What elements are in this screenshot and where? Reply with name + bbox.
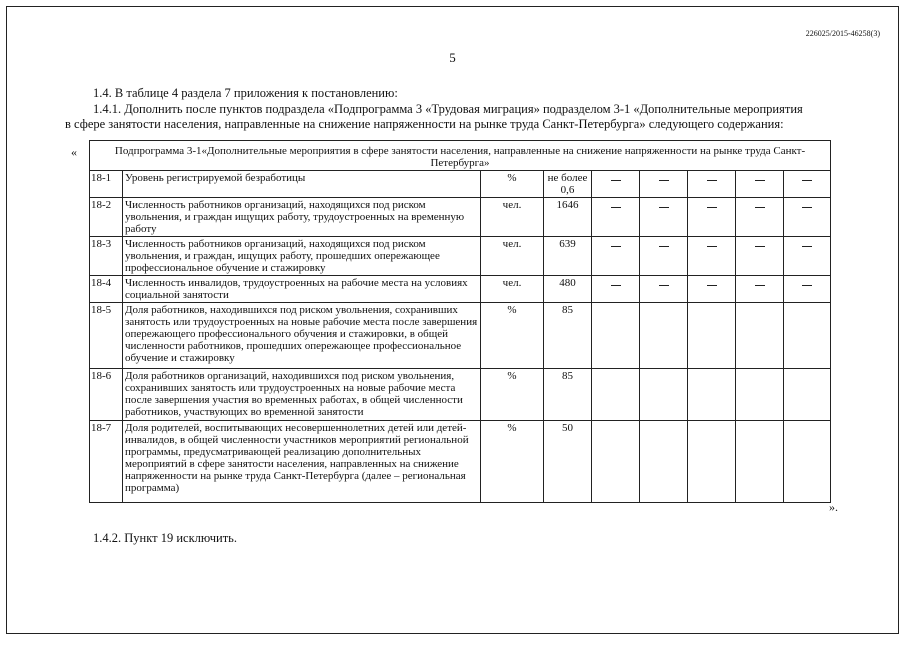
dash-mark [707, 285, 717, 286]
indicator-name: Уровень регистрируемой безработицы [123, 171, 481, 198]
unit-of-measure: чел. [481, 198, 544, 237]
dash-mark [802, 285, 812, 286]
year-cell [688, 421, 736, 503]
year-cell [784, 237, 831, 276]
year-cell [688, 303, 736, 369]
table-row [90, 421, 831, 503]
row-number: 18-4 [90, 276, 123, 303]
table-row [90, 237, 831, 276]
dash-mark [659, 246, 669, 247]
row-number: 18-3 [90, 237, 123, 276]
table-row [90, 276, 831, 303]
year-cell [688, 198, 736, 237]
dash-mark [755, 180, 765, 181]
table-row [90, 171, 831, 198]
row-number: 18-5 [90, 303, 123, 369]
target-value: 1646 [544, 198, 592, 237]
target-value: 50 [544, 421, 592, 503]
dash-mark [802, 207, 812, 208]
year-cell [592, 198, 640, 237]
dash-mark [611, 285, 621, 286]
dash-mark [707, 246, 717, 247]
subprogram-table [89, 140, 831, 503]
year-cell [592, 421, 640, 503]
dash-mark [611, 207, 621, 208]
year-cell [736, 421, 784, 503]
dash-mark [802, 246, 812, 247]
year-cell [688, 171, 736, 198]
target-value: 639 [544, 237, 592, 276]
row-number: 18-6 [90, 369, 123, 421]
year-cell [640, 171, 688, 198]
closing-quote: ». [829, 500, 838, 514]
table-row [90, 369, 831, 421]
table-title-row [90, 141, 831, 171]
target-value: 85 [544, 369, 592, 421]
paragraph-1-4-2: 1.4.2. Пункт 19 исключить. [93, 531, 238, 545]
document-page [6, 6, 899, 634]
year-cell [592, 369, 640, 421]
unit-of-measure: % [481, 421, 544, 503]
row-number: 18-2 [90, 198, 123, 237]
dash-mark [802, 180, 812, 181]
row-number: 18-1 [90, 171, 123, 198]
year-cell [784, 303, 831, 369]
opening-quote: « [71, 145, 77, 159]
unit-of-measure: чел. [481, 237, 544, 276]
unit-of-measure: % [481, 303, 544, 369]
unit-of-measure: чел. [481, 276, 544, 303]
year-cell [736, 198, 784, 237]
year-cell [688, 276, 736, 303]
year-cell [592, 171, 640, 198]
table-body [90, 141, 831, 503]
table-row [90, 303, 831, 369]
unit-of-measure: % [481, 171, 544, 198]
year-cell [592, 276, 640, 303]
indicator-name: Численность инвалидов, трудоустроенных на рабочие места на условиях социальной занятости [123, 276, 481, 303]
year-cell [640, 369, 688, 421]
indicator-name: Численность работников организаций, находящихся под риском увольнения, и граждан ищущих работу, трудоустроенных на временную работу [123, 198, 481, 237]
year-cell [784, 198, 831, 237]
dash-mark [659, 180, 669, 181]
indicator-name: Доля работников, находившихся под риском увольнения, сохранивших занятость или трудоустроенных на новые рабочие места после завершения опережающего профессионального обучения и стажировки, в общей численности работников, прошедших опережающее профессиональное обучение и стажировку [123, 303, 481, 369]
indicator-name: Численность работников организаций, находящихся под риском увольнения, и граждан, ищущих работу, прошедших опережающее профессиональное обучение и стажировку [123, 237, 481, 276]
dash-mark [611, 180, 621, 181]
dash-mark [707, 207, 717, 208]
year-cell [784, 171, 831, 198]
year-cell [784, 369, 831, 421]
year-cell [736, 369, 784, 421]
dash-mark [707, 180, 717, 181]
target-value: не более 0,6 [544, 171, 592, 198]
row-number: 18-7 [90, 421, 123, 503]
year-cell [736, 237, 784, 276]
year-cell [640, 303, 688, 369]
dash-mark [659, 285, 669, 286]
year-cell [736, 303, 784, 369]
dash-mark [611, 246, 621, 247]
dash-mark [755, 285, 765, 286]
paragraph-1-4-1: 1.4.1. Дополнить после пунктов подраздела «Подпрограмма 3 «Трудовая миграция» подразделом 3-1 «Дополнительные мероприятия [93, 102, 803, 116]
target-value: 480 [544, 276, 592, 303]
year-cell [592, 303, 640, 369]
dash-mark [755, 246, 765, 247]
indicator-name: Доля работников организаций, находившихся под риском увольнения, сохранивших занятость или трудоустроенных на новые рабочие места после завершения участия во временных работах, в общей численности работников, участвующих во временной занятости [123, 369, 481, 421]
year-cell [784, 276, 831, 303]
year-cell [688, 237, 736, 276]
year-cell [736, 171, 784, 198]
document-id: 226025/2015-46258(3) [805, 29, 880, 38]
table-title: Подпрограмма 3-1«Дополнительные мероприятия в сфере занятости населения, направленные на снижение напряженности на рынке труда Санкт-Петербурга» [90, 141, 831, 171]
year-cell [592, 237, 640, 276]
year-cell [736, 276, 784, 303]
year-cell [640, 237, 688, 276]
year-cell [640, 421, 688, 503]
year-cell [640, 276, 688, 303]
page-number: 5 [449, 50, 456, 65]
paragraph-1-4-1-continued: в сфере занятости населения, направленные на снижение напряженности на рынке труда Санкт-Петербурга» следующего содержания: [65, 117, 784, 131]
year-cell [640, 198, 688, 237]
dash-mark [755, 207, 765, 208]
unit-of-measure: % [481, 369, 544, 421]
paragraph-1-4: 1.4. В таблице 4 раздела 7 приложения к постановлению: [93, 86, 398, 100]
indicator-name: Доля родителей, воспитывающих несовершеннолетних детей или детей-инвалидов, в общей численности участников мероприятий региональной программы, предусматривающей реализацию дополнительных мероприятий в сфере занятости населения, направленных на снижение напряженности на рынке труда Санкт-Петербурга (далее – региональная программа) [123, 421, 481, 503]
table-row [90, 198, 831, 237]
year-cell [784, 421, 831, 503]
target-value: 85 [544, 303, 592, 369]
dash-mark [659, 207, 669, 208]
year-cell [688, 369, 736, 421]
